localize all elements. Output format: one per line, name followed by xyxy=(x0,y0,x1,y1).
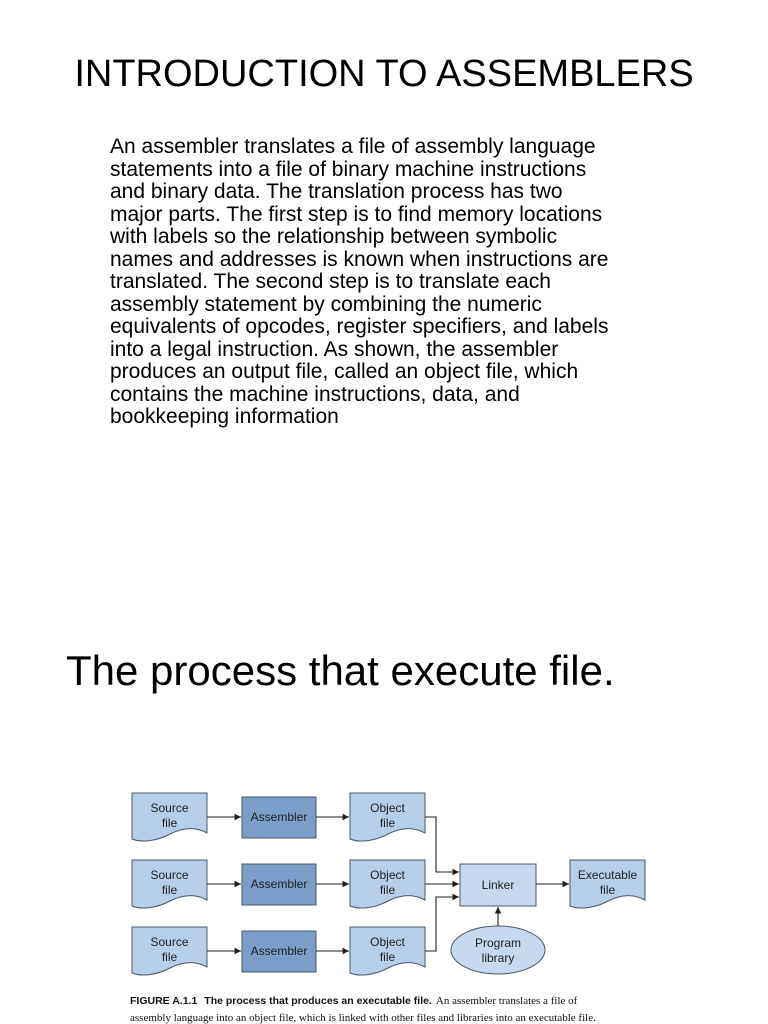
page-title: INTRODUCTION TO ASSEMBLERS xyxy=(74,53,694,95)
section-heading: The process that execute file. xyxy=(66,647,615,694)
node-label-line: file xyxy=(379,950,396,964)
paragraph-line: into a legal instruction. As shown, the assembler xyxy=(110,337,559,361)
paragraph-line: contains the machine instructions, data, and xyxy=(110,382,520,406)
paragraph-line: produces an output file, called an object file, which xyxy=(110,360,579,383)
assembler-process-diagram xyxy=(0,780,768,990)
assembler-3 xyxy=(242,931,316,972)
object-file-1 xyxy=(350,793,425,841)
paragraph-line: An assembler translates a file of assembly language xyxy=(110,135,596,158)
node-label-line: Object xyxy=(370,868,405,882)
program-library xyxy=(451,926,545,974)
node-label-line: Object xyxy=(370,935,405,949)
paragraph-line: equivalents of opcodes, register specifiers, and labels xyxy=(110,315,609,338)
paragraph-line: translated. The second step is to translate each xyxy=(110,270,551,293)
caption-text: assembly language into an object file, which is linked with other files and libraries into an executable file. xyxy=(130,1012,596,1024)
node-label: Linker xyxy=(481,878,515,892)
paragraph-line: major parts. The first step is to find memory locations xyxy=(110,202,603,226)
node-label-line: file xyxy=(161,950,178,964)
node-label-line: Executable xyxy=(577,868,638,882)
node-label-line: file xyxy=(379,816,396,830)
node-label-line: Source xyxy=(150,935,189,949)
executable-file xyxy=(570,860,645,908)
assembler-1 xyxy=(242,797,316,838)
paragraph-line: assembly statement by combining the numeric xyxy=(110,292,542,316)
source-file-1 xyxy=(132,793,207,841)
assembler-2 xyxy=(242,864,316,905)
figure-caption-continued xyxy=(130,1011,596,1024)
intro-paragraph xyxy=(110,136,608,429)
caption-title: The process that produces an executable file. xyxy=(204,995,432,1007)
paragraph-line: statements into a file of binary machine instructions xyxy=(110,157,587,181)
source-file-2 xyxy=(132,860,207,908)
paragraph-line: with labels so the relationship between symbolic xyxy=(110,225,558,248)
caption-text: An assembler translates a file of xyxy=(435,995,578,1007)
object-file-2 xyxy=(350,860,425,908)
linker xyxy=(460,864,536,906)
arrow-object1-to-linker xyxy=(425,817,459,872)
node-label-line: Source xyxy=(150,868,189,882)
node-label-line: Source xyxy=(150,801,189,815)
library-ellipse xyxy=(451,926,545,974)
caption-label: FIGURE A.1.1 xyxy=(130,995,198,1007)
figure-caption xyxy=(130,994,577,1007)
node-label-line: file xyxy=(599,883,616,897)
paragraph-line: and binary data. The translation process has two xyxy=(110,180,563,203)
node-label-line: file xyxy=(379,883,396,897)
source-file-3 xyxy=(132,927,207,975)
node-label-line: file xyxy=(161,816,178,830)
node-label: Assembler xyxy=(250,944,308,958)
node-label: Assembler xyxy=(250,810,308,824)
object-file-3 xyxy=(350,927,425,975)
node-label-line: file xyxy=(161,883,178,897)
paragraph-line: names and addresses is known when instructions are xyxy=(110,247,609,271)
node-label-line: library xyxy=(481,951,515,965)
node-label-line: Program xyxy=(474,936,522,950)
node-label: Assembler xyxy=(250,877,308,891)
node-label-line: Object xyxy=(370,801,405,815)
paragraph-line: bookkeeping information xyxy=(110,405,339,428)
